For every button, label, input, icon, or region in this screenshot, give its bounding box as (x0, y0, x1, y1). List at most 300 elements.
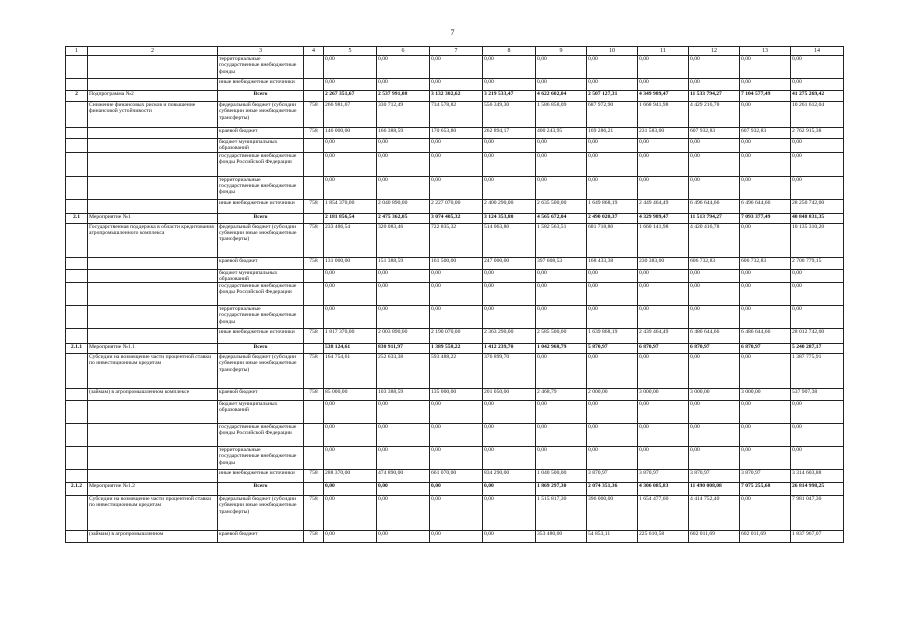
budget-code-cell: 758 (304, 257, 324, 269)
value-cell: 0,00 (536, 424, 587, 447)
value-cell: 0,00 (638, 176, 689, 199)
funding-source-cell: государственные внебюджетные фонды Российской Федерации (218, 152, 304, 176)
value-cell: 4 429 216,78 (689, 102, 740, 128)
value-cell: 0,00 (430, 56, 483, 79)
value-cell: 151 388,59 (377, 257, 430, 269)
funding-source-cell: территориальные государственные внебюджетные фонды (218, 56, 304, 79)
header-cell: 6 (377, 47, 430, 56)
row-number-cell (66, 531, 88, 543)
value-cell: 0,00 (483, 269, 536, 283)
value-cell: 0,00 (377, 447, 430, 470)
value-cell: 1 040 500,00 (536, 470, 587, 483)
value-cell: 10 261 612,04 (791, 102, 844, 128)
funding-source-cell: краевой бюджет (218, 257, 304, 269)
funding-source-cell: федеральный бюджет (субсидии субвенции иные межбюджетные трансферты) (218, 223, 304, 257)
value-cell: 0,00 (324, 79, 377, 91)
value-cell: 7 075 255,68 (740, 483, 791, 496)
table-row (66, 152, 844, 176)
row-number-cell: 2 (66, 91, 88, 102)
value-cell: 0,00 (689, 401, 740, 424)
value-cell: 606 732,83 (689, 257, 740, 269)
value-cell: 247 000,00 (483, 257, 536, 269)
row-number-cell (66, 470, 88, 483)
budget-code-cell: 758 (304, 223, 324, 257)
value-cell: 4 329 989,47 (638, 213, 689, 223)
value-cell: 0,00 (740, 354, 791, 389)
value-cell: 201 050,00 (483, 389, 536, 401)
value-cell: 0,00 (689, 79, 740, 91)
budget-code-cell (304, 91, 324, 102)
value-cell: 0,00 (324, 56, 377, 79)
item-name-cell: Подпрограмма №2 (88, 91, 218, 102)
table-row (66, 139, 844, 153)
funding-source-cell: Всего (218, 91, 304, 102)
value-cell: 2 000,00 (587, 389, 638, 401)
header-cell: 10 (587, 47, 638, 56)
value-cell: 0,00 (430, 283, 483, 306)
value-cell: 0,00 (587, 401, 638, 424)
value-cell: 0,00 (430, 496, 483, 531)
value-cell: 40 848 831,35 (791, 213, 844, 223)
value-cell: 1 869 297,30 (536, 483, 587, 496)
value-cell: 0,00 (377, 401, 430, 424)
value-cell: 103 388,59 (377, 389, 430, 401)
row-number-cell (66, 306, 88, 329)
value-cell: 0,00 (483, 424, 536, 447)
value-cell: 0,00 (638, 79, 689, 91)
item-name-cell: (займам) в агропромышленном комплексе (88, 389, 218, 401)
value-cell: 0,00 (740, 283, 791, 306)
value-cell: 6 870,97 (638, 344, 689, 354)
value-cell: 0,00 (638, 56, 689, 79)
row-number-cell (66, 354, 88, 389)
value-cell: 0,00 (430, 447, 483, 470)
value-cell: 0,00 (324, 306, 377, 329)
value-cell: 2 468,79 (536, 389, 587, 401)
row-number-cell: 2.1 (66, 213, 88, 223)
value-cell: 0,00 (324, 152, 377, 176)
item-name-cell (88, 56, 218, 79)
value-cell: 0,00 (536, 176, 587, 199)
total-row (66, 344, 844, 354)
funding-source-cell: бюджет муниципальных образований (218, 401, 304, 424)
value-cell: 606 732,83 (740, 257, 791, 269)
value-cell: 0,00 (536, 56, 587, 79)
value-cell: 0,00 (689, 424, 740, 447)
value-cell: 0,00 (536, 447, 587, 470)
funding-source-cell: государственные внебюджетные фонды Российской Федерации (218, 424, 304, 447)
table-row (66, 447, 844, 470)
funding-source-cell: иные внебюджетные источники (218, 199, 304, 213)
funding-source-cell: территориальные государственные внебюджетные фонды (218, 176, 304, 199)
value-cell: 3 132 302,62 (430, 91, 483, 102)
value-cell: 0,00 (430, 139, 483, 153)
value-cell: 0,00 (377, 79, 430, 91)
value-cell: 0,00 (536, 306, 587, 329)
value-cell: 0,00 (689, 283, 740, 306)
value-cell: 2 267 351,67 (324, 91, 377, 102)
value-cell: 6 870,97 (740, 344, 791, 354)
value-cell: 0,00 (740, 496, 791, 531)
row-number-cell (66, 199, 88, 213)
value-cell: 2 700 779,15 (791, 257, 844, 269)
funding-source-cell: территориальные государственные внебюджетные фонды (218, 447, 304, 470)
item-name-cell: Мероприятие №1.2 (88, 483, 218, 496)
value-cell: 3 219 533,47 (483, 91, 536, 102)
value-cell: 252 633,38 (377, 354, 430, 389)
value-cell: 0,00 (791, 176, 844, 199)
value-cell: 0,00 (483, 283, 536, 306)
value-cell: 6 496 644,66 (740, 199, 791, 213)
budget-code-cell: 758 (304, 199, 324, 213)
item-name-cell: (займам) в агропромышленном (88, 531, 218, 543)
value-cell: 474 890,00 (377, 470, 430, 483)
funding-source-cell: Всего (218, 483, 304, 496)
value-cell: 2 507 127,31 (587, 91, 638, 102)
value-cell: 0,00 (587, 306, 638, 329)
value-cell: 0,00 (587, 447, 638, 470)
budget-code-cell: 758 (304, 531, 324, 543)
value-cell: 170 653,80 (430, 128, 483, 139)
value-cell: 0,00 (587, 139, 638, 153)
value-cell: 376 899,70 (483, 354, 536, 389)
value-cell: 0,00 (324, 139, 377, 153)
value-cell: 2 074 351,36 (587, 483, 638, 496)
value-cell: 0,00 (324, 283, 377, 306)
header-row (66, 47, 844, 56)
value-cell: 607 932,83 (689, 128, 740, 139)
value-cell: 556 349,30 (483, 102, 536, 128)
value-cell: 1 654 477,60 (638, 496, 689, 531)
value-cell: 5 870,97 (587, 344, 638, 354)
value-cell: 0,00 (324, 176, 377, 199)
value-cell: 0,00 (483, 176, 536, 199)
total-row (66, 213, 844, 223)
funding-source-cell: краевой бюджет (218, 389, 304, 401)
value-cell: 538 124,61 (324, 344, 377, 354)
row-number-cell (66, 496, 88, 531)
item-name-cell (88, 79, 218, 91)
row-number-cell (66, 329, 88, 344)
budget-code-cell (304, 152, 324, 176)
value-cell: 0,00 (791, 56, 844, 79)
item-name-cell (88, 139, 218, 153)
table-row (66, 257, 844, 269)
value-cell: 0,00 (377, 269, 430, 283)
value-cell: 2 762 915,38 (791, 128, 844, 139)
value-cell: 0,00 (587, 56, 638, 79)
item-name-cell (88, 269, 218, 283)
value-cell: 0,00 (483, 152, 536, 176)
value-cell: 2 227 070,00 (430, 199, 483, 213)
item-name-cell (88, 199, 218, 213)
value-cell: 4 622 602,04 (536, 91, 587, 102)
row-number-cell: 2.1.1 (66, 344, 88, 354)
value-cell: 0,00 (483, 496, 536, 531)
item-name-cell (88, 329, 218, 344)
value-cell: 0,00 (740, 102, 791, 128)
value-cell: 0,00 (638, 447, 689, 470)
value-cell: 3 000,00 (689, 389, 740, 401)
row-number-cell (66, 401, 88, 424)
header-cell: 1 (66, 47, 88, 56)
value-cell: 0,00 (740, 152, 791, 176)
budget-code-cell (304, 139, 324, 153)
funding-source-cell: бюджет муниципальных образований (218, 139, 304, 153)
value-cell: 0,00 (324, 496, 377, 531)
value-cell: 28 250 742,00 (791, 199, 844, 213)
value-cell: 3 000,00 (740, 389, 791, 401)
value-cell: 1 515 817,30 (536, 496, 587, 531)
value-cell: 266 981,67 (324, 102, 377, 128)
value-cell: 168 433,38 (587, 257, 638, 269)
value-cell: 0,00 (791, 139, 844, 153)
value-cell: 0,00 (536, 283, 587, 306)
value-cell: 0,00 (483, 483, 536, 496)
value-cell: 131 000,00 (324, 257, 377, 269)
value-cell: 0,00 (638, 354, 689, 389)
value-cell: 1 412 239,70 (483, 344, 536, 354)
funding-source-cell: территориальные государственные внебюджетные фонды (218, 306, 304, 329)
value-cell: 233 486,54 (324, 223, 377, 257)
value-cell: 0,00 (324, 424, 377, 447)
value-cell: 2 040 890,00 (377, 199, 430, 213)
value-cell: 0,00 (689, 269, 740, 283)
funding-source-cell: федеральный бюджет (субсидии субвенции иные межбюджетные трансферты) (218, 354, 304, 389)
funding-source-cell: иные внебюджетные источники (218, 329, 304, 344)
value-cell: 11 513 794,27 (689, 213, 740, 223)
value-cell: 0,00 (587, 152, 638, 176)
value-cell: 3 000,00 (638, 389, 689, 401)
value-cell: 0,00 (689, 176, 740, 199)
item-name-cell: Государственная поддержка в области кредитования агропромышленного комплекса (88, 223, 218, 257)
header-cell: 7 (430, 47, 483, 56)
value-cell: 262 894,17 (483, 128, 536, 139)
item-name-cell (88, 447, 218, 470)
value-cell: 1 660 141,98 (638, 223, 689, 257)
value-cell: 4 414 752,40 (689, 496, 740, 531)
value-cell: 1 042 968,79 (536, 344, 587, 354)
value-cell: 0,00 (638, 152, 689, 176)
value-cell: 0,00 (536, 79, 587, 91)
row-number-cell (66, 128, 88, 139)
value-cell: 225 610,58 (638, 531, 689, 543)
value-cell: 353 480,00 (536, 531, 587, 543)
value-cell: 0,00 (324, 447, 377, 470)
value-cell: 85 000,00 (324, 389, 377, 401)
budget-code-cell (304, 401, 324, 424)
value-cell: 1 668 941,98 (638, 102, 689, 128)
funding-source-cell: Всего (218, 213, 304, 223)
table-row (66, 56, 844, 79)
value-cell: 0,00 (740, 401, 791, 424)
value-cell: 6 496 644,66 (689, 199, 740, 213)
value-cell: 4 349 989,47 (638, 91, 689, 102)
value-cell: 0,00 (791, 424, 844, 447)
item-name-cell (88, 283, 218, 306)
item-name-cell: Снижение финансовых рисков и повышение финансовой устойчивости (88, 102, 218, 128)
value-cell: 7 093 377,49 (740, 213, 791, 223)
value-cell: 6 870,97 (689, 344, 740, 354)
value-cell: 2 363 290,00 (483, 329, 536, 344)
funding-source-cell: Всего (218, 344, 304, 354)
budget-code-cell: 758 (304, 102, 324, 128)
table-row (66, 199, 844, 213)
value-cell: 0,00 (740, 176, 791, 199)
table-row (66, 223, 844, 257)
item-name-cell: Субсидии на возмещение части процентной ставки по инвестиционным кредитам (88, 496, 218, 531)
item-name-cell (88, 424, 218, 447)
value-cell: 2 449 464,49 (638, 199, 689, 213)
budget-code-cell: 758 (304, 389, 324, 401)
header-cell: 9 (536, 47, 587, 56)
budget-code-cell: 758 (304, 354, 324, 389)
value-cell: 161 500,00 (430, 257, 483, 269)
table-row (66, 531, 844, 543)
value-cell: 2 635 500,00 (536, 199, 587, 213)
row-number-cell (66, 139, 88, 153)
budget-code-cell: 758 (304, 470, 324, 483)
value-cell: 0,00 (377, 531, 430, 543)
value-cell: 0,00 (740, 223, 791, 257)
value-cell: 834 290,00 (483, 470, 536, 483)
value-cell: 3 074 405,32 (430, 213, 483, 223)
row-number-cell (66, 283, 88, 306)
value-cell: 0,00 (430, 401, 483, 424)
funding-source-cell: краевой бюджет (218, 128, 304, 139)
table-row (66, 176, 844, 199)
value-cell: 41 275 269,42 (791, 91, 844, 102)
value-cell: 164 754,61 (324, 354, 377, 389)
value-cell: 288 370,00 (324, 470, 377, 483)
value-cell: 3 870,97 (689, 470, 740, 483)
table-row (66, 389, 844, 401)
value-cell: 7 981 047,30 (791, 496, 844, 531)
value-cell: 1 639 868,19 (587, 329, 638, 344)
value-cell: 4 565 672,04 (536, 213, 587, 223)
budget-table (65, 46, 844, 543)
budget-code-cell (304, 424, 324, 447)
value-cell: 0,00 (377, 152, 430, 176)
table-row (66, 306, 844, 329)
value-cell: 169 286,21 (587, 128, 638, 139)
value-cell: 0,00 (689, 56, 740, 79)
value-cell: 2 181 856,54 (324, 213, 377, 223)
value-cell: 231 583,00 (638, 128, 689, 139)
value-cell: 0,00 (740, 56, 791, 79)
item-name-cell: Мероприятие №1 (88, 213, 218, 223)
table-row (66, 424, 844, 447)
funding-source-cell: краевой бюджет (218, 531, 304, 543)
value-cell: 2 585 500,00 (536, 329, 587, 344)
value-cell: 602 011,69 (740, 531, 791, 543)
page-number: 7 (450, 28, 455, 37)
row-number-cell (66, 257, 88, 269)
value-cell: 0,00 (483, 139, 536, 153)
funding-source-cell: иные внебюджетные источники (218, 79, 304, 91)
value-cell: 0,00 (689, 447, 740, 470)
item-name-cell (88, 257, 218, 269)
value-cell: 3 870,97 (740, 470, 791, 483)
value-cell: 0,00 (536, 401, 587, 424)
value-cell: 54 853,11 (587, 531, 638, 543)
value-cell: 0,00 (587, 176, 638, 199)
value-cell: 0,00 (791, 269, 844, 283)
value-cell: 0,00 (638, 139, 689, 153)
value-cell: 0,00 (483, 531, 536, 543)
funding-source-cell: федеральный бюджет (субсидии субвенции иные межбюджетные трансферты) (218, 102, 304, 128)
value-cell: 0,00 (740, 269, 791, 283)
value-cell: 0,00 (536, 354, 587, 389)
row-number-cell (66, 269, 88, 283)
value-cell: 514 063,80 (483, 223, 536, 257)
value-cell: 0,00 (791, 447, 844, 470)
value-cell: 11 490 008,08 (689, 483, 740, 496)
table-row (66, 496, 844, 531)
value-cell: 593 488,22 (430, 354, 483, 389)
funding-source-cell: федеральный бюджет (субсидии субвенции иные межбюджетные трансферты) (218, 496, 304, 531)
value-cell: 0,00 (740, 306, 791, 329)
budget-code-cell (304, 213, 324, 223)
row-number-cell (66, 56, 88, 79)
table-row (66, 79, 844, 91)
row-number-cell (66, 79, 88, 91)
row-number-cell (66, 424, 88, 447)
value-cell: 0,00 (740, 424, 791, 447)
item-name-cell (88, 401, 218, 424)
value-cell: 0,00 (587, 283, 638, 306)
header-cell: 5 (324, 47, 377, 56)
value-cell: 397 608,53 (536, 257, 587, 269)
value-cell: 400 243,95 (536, 128, 587, 139)
value-cell: 2 439 464,49 (638, 329, 689, 344)
value-cell: 0,00 (638, 283, 689, 306)
value-cell: 2 537 991,08 (377, 91, 430, 102)
header-cell: 11 (638, 47, 689, 56)
value-cell: 607 932,83 (740, 128, 791, 139)
value-cell: 602 011,69 (689, 531, 740, 543)
value-cell: 3 314 603,88 (791, 470, 844, 483)
value-cell: 0,00 (536, 152, 587, 176)
value-cell: 0,00 (689, 139, 740, 153)
value-cell: 28 012 742,00 (791, 329, 844, 344)
budget-code-cell (304, 269, 324, 283)
value-cell: 0,00 (377, 483, 430, 496)
table-row (66, 128, 844, 139)
value-cell: 0,00 (430, 483, 483, 496)
item-name-cell (88, 128, 218, 139)
value-cell: 0,00 (430, 531, 483, 543)
value-cell: 7 104 577,49 (740, 91, 791, 102)
value-cell: 0,00 (324, 269, 377, 283)
value-cell: 0,00 (430, 152, 483, 176)
value-cell: 0,00 (483, 56, 536, 79)
value-cell: 734 578,82 (430, 102, 483, 128)
value-cell: 0,00 (430, 176, 483, 199)
item-name-cell: Мероприятие №1.1 (88, 344, 218, 354)
funding-source-cell: государственные внебюджетные фонды Российской Федерации (218, 283, 304, 306)
funding-source-cell: бюджет муниципальных образований (218, 269, 304, 283)
budget-code-cell (304, 283, 324, 306)
value-cell: 0,00 (430, 424, 483, 447)
value-cell: 0,00 (587, 269, 638, 283)
value-cell: 0,00 (740, 79, 791, 91)
value-cell: 0,00 (377, 306, 430, 329)
table-row (66, 283, 844, 306)
value-cell: 0,00 (377, 424, 430, 447)
value-cell: 3 870,97 (638, 470, 689, 483)
value-cell: 0,00 (377, 139, 430, 153)
